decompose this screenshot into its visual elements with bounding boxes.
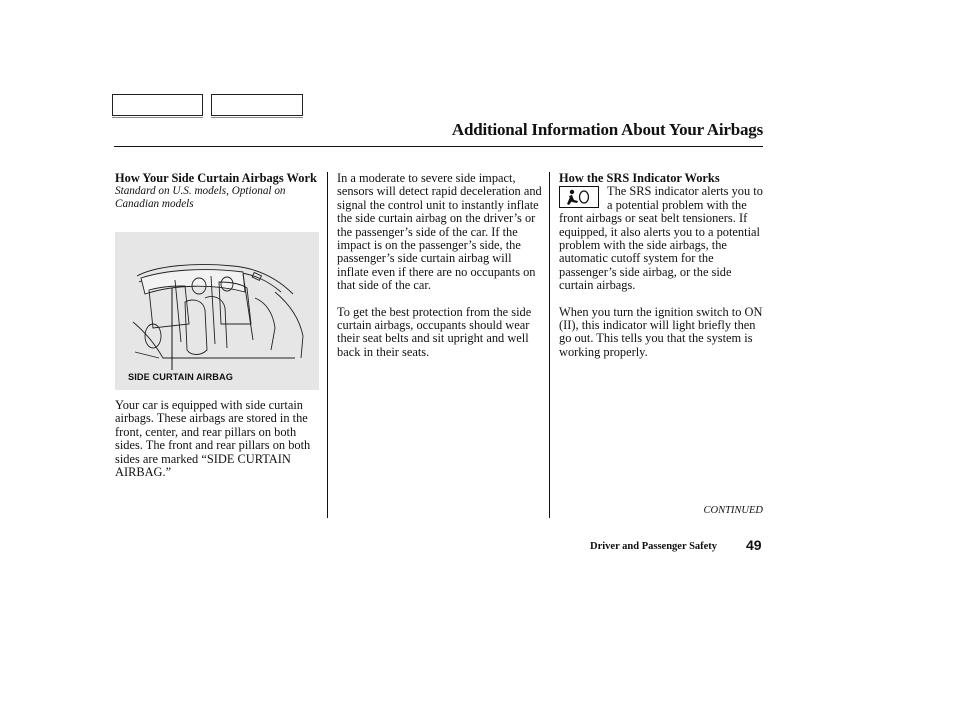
column-side-impact — [337, 172, 545, 359]
side-impact-paragraph-1: In a moderate to severe side impact, sensors will detect rapid deceleration and signal the control unit to instantly inflate the side curtain airbag on the driver’s or the passenger’s side of the car. If the impact is on the passenger’s side, the passenger’s side curtain airbag will inflate even if there are no occupants on that side of the car. — [337, 171, 542, 293]
figure-caption: SIDE CURTAIN AIRBAG — [128, 372, 234, 382]
side-curtain-paragraph: Your car is equipped with side curtain airbags. These airbags are stored in the front, center, and rear pillars on both sides. The front and rear pillars on both sides are marked “SIDE CURTAIN AIRBAG.” — [115, 398, 311, 480]
footer-section-title: Driver and Passenger Safety — [590, 541, 718, 552]
side-curtain-heading: How Your Side Curtain Airbags Work — [115, 171, 317, 185]
title-rule — [114, 146, 763, 147]
side-curtain-airbag-illustration — [115, 232, 319, 390]
nav-tab-1[interactable] — [112, 94, 203, 116]
page-number: 49 — [746, 537, 762, 553]
column-divider-1 — [327, 172, 328, 518]
car-interior-icon — [115, 232, 319, 390]
column-srs-indicator — [559, 172, 764, 359]
page-title: Additional Information About Your Airbags — [451, 120, 763, 139]
srs-indicator-icon — [559, 186, 599, 208]
srs-paragraph-2: When you turn the ignition switch to ON (II), this indicator will light briefly then go out. This tells you that the system is working properly. — [559, 304, 763, 359]
nav-tab-2[interactable] — [211, 94, 303, 116]
column-side-curtain — [115, 172, 323, 211]
srs-paragraph-1: The SRS indicator alerts you to a potential problem with the front airbags or seat belt tensioners. If equipped, it also alerts you to a potential problem with the side airbags, the automatic cutoff system for the passenger’s side airbag, or the side curtain airbags. — [559, 184, 763, 293]
continued-label: CONTINUED — [703, 505, 763, 516]
side-curtain-availability: Standard on U.S. models, Optional on Canadian models — [115, 185, 286, 211]
side-curtain-body — [115, 399, 323, 479]
srs-heading: How the SRS Indicator Works — [559, 171, 720, 185]
column-divider-2 — [549, 172, 550, 518]
side-impact-paragraph-2: To get the best protection from the side curtain airbags, occupants should wear their seat belts and sit upright and well back in their seats. — [337, 304, 532, 359]
